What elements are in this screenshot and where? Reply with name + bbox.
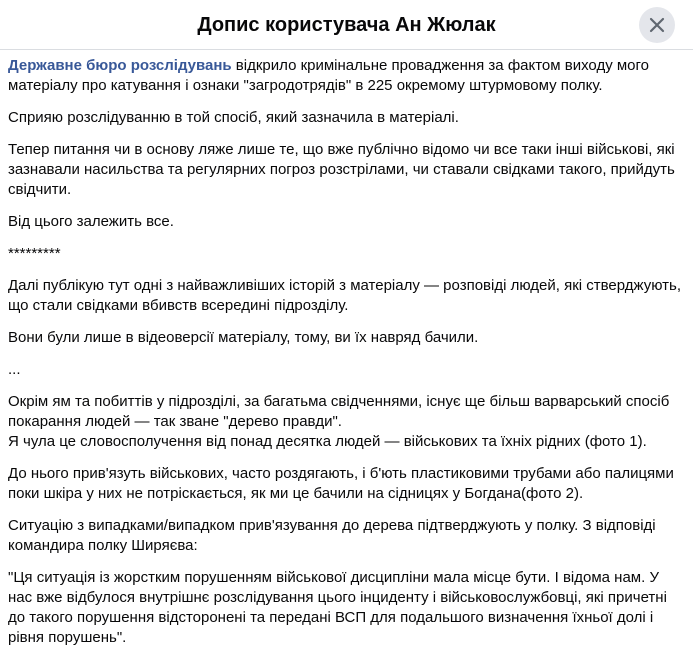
post-quote: "Ця ситуація із жорстким порушенням військової дисципліни мала місце бути. І відома нам. У нас вже відбулося внутрішнє розслідування цього інциденту і військовослужбовці, які причетні до такого порушення відсторонені та передані ВСП для подальшого визначення їхньої долі і рівня порушень". (8, 569, 667, 646)
post-paragraph (8, 56, 685, 96)
post-paragraph: Ситуацію з випадками/випадком прив'язування до дерева підтверджують у полку. З відповіді командира полку Ширяєва: (8, 517, 656, 554)
post-paragraph-line: Окрім ям та побиттів у підрозділі, за багатьма свідченнями, існує ще більш варварський спосіб покарання людей — так зване "дерево правди". (8, 393, 670, 430)
post-paragraph-text: відкрило кримінальне провадження за фактом виходу мого матеріалу про катування і ознаки "загродотрядів" в 225 окремому штурмовому полку. (8, 57, 650, 94)
post-paragraph: Від цього залежить все. (8, 213, 174, 230)
close-icon (649, 17, 665, 33)
close-button[interactable] (639, 7, 675, 43)
post-paragraph: Тепер питання чи в основу ляже лише те, що вже публічно відомо чи все таки інші військові, які зазнавали насильства та регулярних погроз розстрілами, чи ставали свідками такого, прийдуть свідчити. (8, 141, 675, 198)
dbr-link[interactable]: Державне бюро розслідувань (8, 57, 232, 74)
post-separator: ********* (8, 245, 61, 262)
dialog-header (0, 0, 693, 50)
post-paragraph (8, 392, 685, 452)
post-content (8, 50, 685, 646)
post-paragraph-line: Я чула це словосполучення від понад десятка людей — військових та їхніх рідних (фото 1). (8, 433, 647, 450)
post-paragraph: Далі публікую тут одні з найважливіших історій з матеріалу — розповіді людей, які стверджують, що стали свідками вбивств всередині підрозділу. (8, 277, 681, 314)
post-paragraph: До нього прив'язуть військових, часто роздягають, і б'ють пластиковими трубами або палицями поки шкіра у них не потріскається, як ми це бачили на сідницях у Богдана(фото 2). (8, 465, 674, 502)
dialog-title: Допис користувача Ан Жюлак (197, 14, 496, 36)
post-ellipsis: ... (8, 361, 21, 378)
post-paragraph: Вони були лише в відеоверсії матеріалу, тому, ви їх навряд бачили. (8, 329, 479, 346)
post-paragraph: Сприяю розслідуванню в той спосіб, який зазначила в матеріалі. (8, 109, 459, 126)
